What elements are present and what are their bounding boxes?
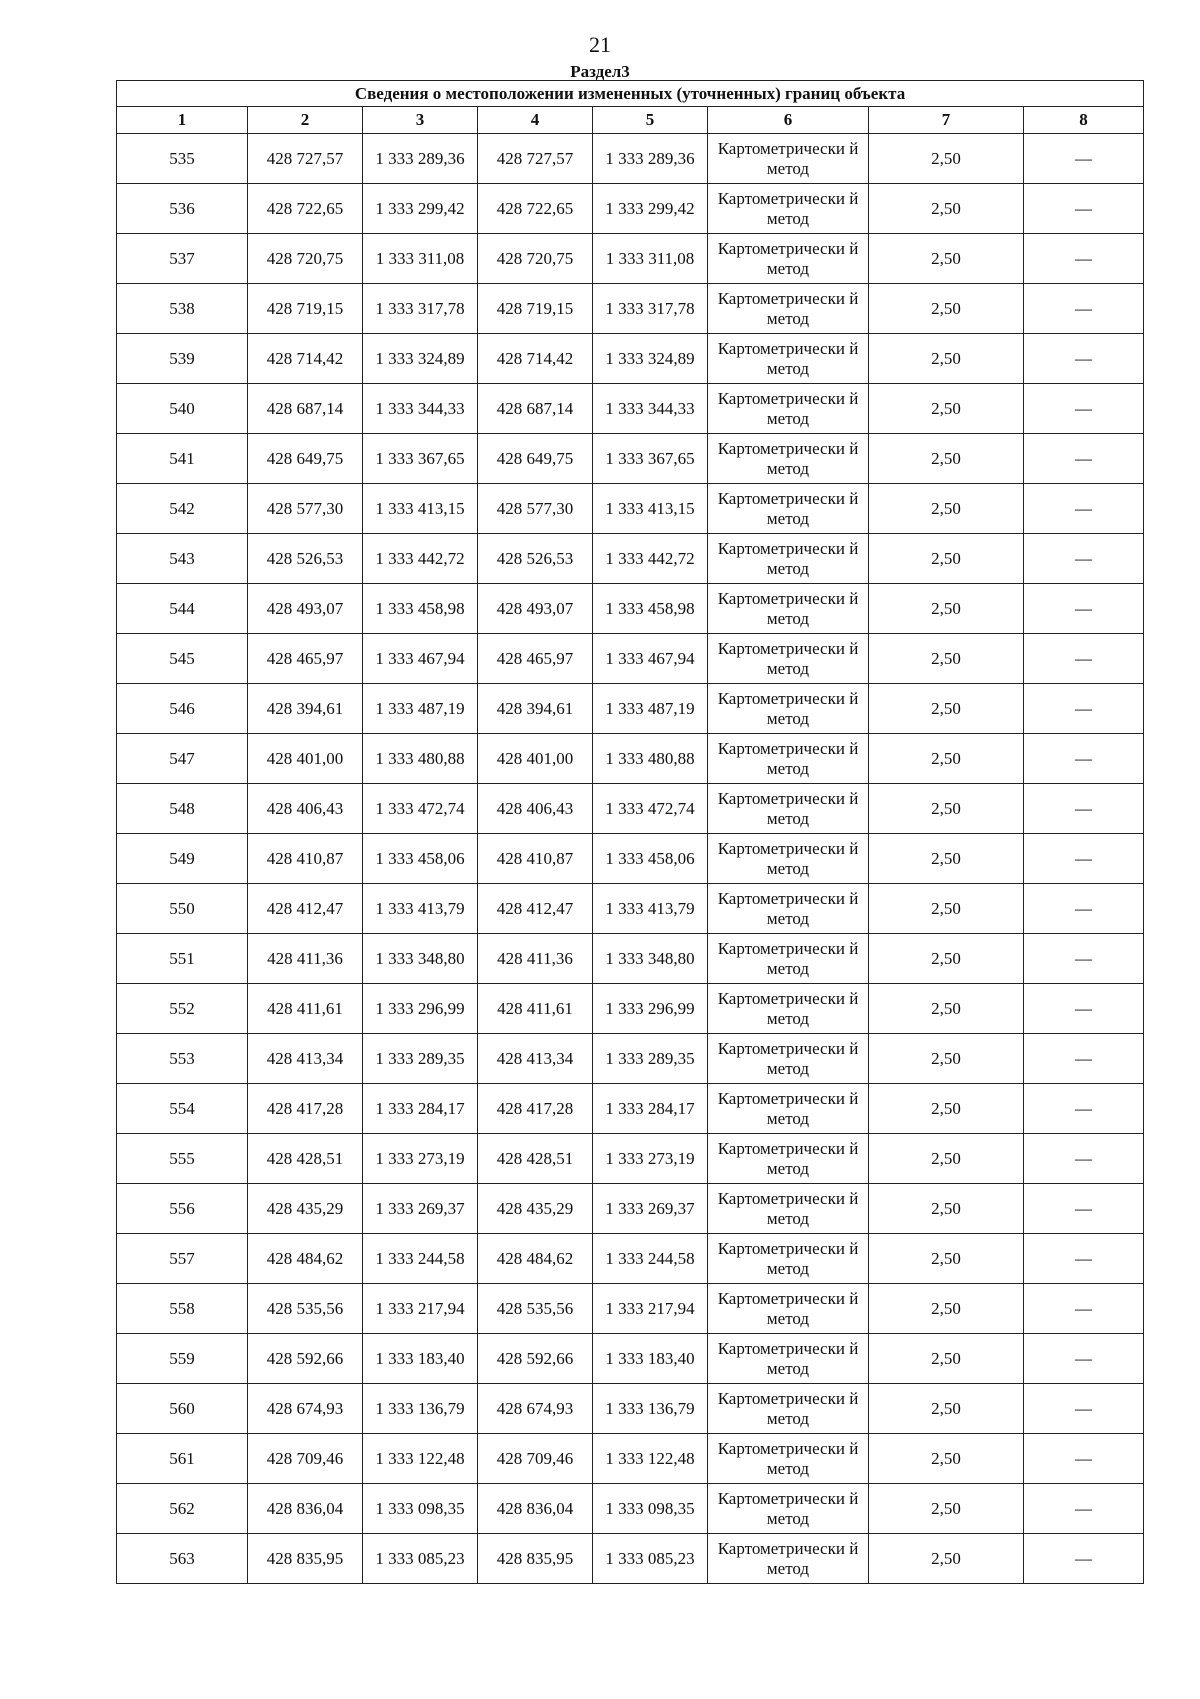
cell-y-old: 1 333 348,80 — [363, 934, 478, 984]
column-number-1: 1 — [117, 107, 248, 134]
cell-point-number: 537 — [117, 234, 248, 284]
cell-point-number: 552 — [117, 984, 248, 1034]
cell-y-new: 1 333 367,65 — [593, 434, 708, 484]
cell-note: — — [1024, 1184, 1144, 1234]
cell-y-new: 1 333 324,89 — [593, 334, 708, 384]
cell-x-new: 428 412,47 — [478, 884, 593, 934]
cell-accuracy: 2,50 — [869, 334, 1024, 384]
cell-accuracy: 2,50 — [869, 434, 1024, 484]
cell-x-new: 428 401,00 — [478, 734, 593, 784]
table-row — [117, 1084, 1144, 1134]
table-row — [117, 134, 1144, 184]
cell-x-old: 428 526,53 — [248, 534, 363, 584]
cell-method: Картометрически й метод — [708, 1334, 869, 1384]
table-row — [117, 1484, 1144, 1534]
cell-point-number: 548 — [117, 784, 248, 834]
cell-y-old: 1 333 467,94 — [363, 634, 478, 684]
cell-y-old: 1 333 458,06 — [363, 834, 478, 884]
cell-point-number: 547 — [117, 734, 248, 784]
cell-x-new: 428 428,51 — [478, 1134, 593, 1184]
cell-x-old: 428 719,15 — [248, 284, 363, 334]
table-caption: Сведения о местоположении измененных (уточненных) границ объекта — [117, 81, 1144, 107]
cell-point-number: 557 — [117, 1234, 248, 1284]
cell-x-old: 428 714,42 — [248, 334, 363, 384]
table-row — [117, 384, 1144, 434]
cell-accuracy: 2,50 — [869, 1134, 1024, 1184]
cell-x-old: 428 727,57 — [248, 134, 363, 184]
cell-note: — — [1024, 1134, 1144, 1184]
cell-x-new: 428 526,53 — [478, 534, 593, 584]
column-number-4: 4 — [478, 107, 593, 134]
cell-point-number: 545 — [117, 634, 248, 684]
cell-accuracy: 2,50 — [869, 584, 1024, 634]
cell-point-number: 551 — [117, 934, 248, 984]
page-number: 21 — [589, 32, 611, 57]
cell-note: — — [1024, 484, 1144, 534]
cell-x-old: 428 722,65 — [248, 184, 363, 234]
cell-point-number: 543 — [117, 534, 248, 584]
cell-accuracy: 2,50 — [869, 934, 1024, 984]
cell-point-number: 542 — [117, 484, 248, 534]
cell-y-new: 1 333 458,06 — [593, 834, 708, 884]
cell-method: Картометрически й метод — [708, 834, 869, 884]
cell-method: Картометрически й метод — [708, 534, 869, 584]
cell-y-old: 1 333 487,19 — [363, 684, 478, 734]
cell-note: — — [1024, 734, 1144, 784]
cell-x-new: 428 709,46 — [478, 1434, 593, 1484]
cell-accuracy: 2,50 — [869, 134, 1024, 184]
cell-method: Картометрически й метод — [708, 1534, 869, 1584]
cell-point-number: 535 — [117, 134, 248, 184]
cell-method: Картометрически й метод — [708, 584, 869, 634]
cell-x-new: 428 465,97 — [478, 634, 593, 684]
cell-note: — — [1024, 1284, 1144, 1334]
cell-point-number: 538 — [117, 284, 248, 334]
cell-y-old: 1 333 458,98 — [363, 584, 478, 634]
cell-y-new: 1 333 085,23 — [593, 1534, 708, 1584]
cell-x-new: 428 484,62 — [478, 1234, 593, 1284]
cell-accuracy: 2,50 — [869, 234, 1024, 284]
cell-x-old: 428 406,43 — [248, 784, 363, 834]
cell-x-old: 428 412,47 — [248, 884, 363, 934]
cell-x-old: 428 836,04 — [248, 1484, 363, 1534]
cell-point-number: 553 — [117, 1034, 248, 1084]
cell-x-old: 428 465,97 — [248, 634, 363, 684]
cell-y-old: 1 333 367,65 — [363, 434, 478, 484]
table-row — [117, 484, 1144, 534]
cell-method: Картометрически й метод — [708, 434, 869, 484]
cell-point-number: 539 — [117, 334, 248, 384]
table-row — [117, 1284, 1144, 1334]
cell-y-new: 1 333 413,15 — [593, 484, 708, 534]
cell-note: — — [1024, 384, 1144, 434]
cell-note: — — [1024, 234, 1144, 284]
cell-point-number: 536 — [117, 184, 248, 234]
cell-method: Картометрически й метод — [708, 784, 869, 834]
table-row — [117, 184, 1144, 234]
column-number-6: 6 — [708, 107, 869, 134]
cell-y-new: 1 333 299,42 — [593, 184, 708, 234]
cell-y-new: 1 333 472,74 — [593, 784, 708, 834]
cell-y-new: 1 333 136,79 — [593, 1384, 708, 1434]
cell-accuracy: 2,50 — [869, 284, 1024, 334]
cell-note: — — [1024, 334, 1144, 384]
cell-note: — — [1024, 884, 1144, 934]
table-row — [117, 1534, 1144, 1584]
table-row — [117, 784, 1144, 834]
table-row — [117, 984, 1144, 1034]
cell-y-new: 1 333 311,08 — [593, 234, 708, 284]
cell-y-new: 1 333 480,88 — [593, 734, 708, 784]
cell-x-new: 428 714,42 — [478, 334, 593, 384]
cell-y-new: 1 333 296,99 — [593, 984, 708, 1034]
cell-point-number: 549 — [117, 834, 248, 884]
cell-method: Картометрически й метод — [708, 684, 869, 734]
table-row — [117, 934, 1144, 984]
cell-accuracy: 2,50 — [869, 1434, 1024, 1484]
cell-y-new: 1 333 284,17 — [593, 1084, 708, 1134]
cell-y-new: 1 333 344,33 — [593, 384, 708, 434]
table-row — [117, 1434, 1144, 1484]
cell-x-old: 428 411,61 — [248, 984, 363, 1034]
table-row — [117, 434, 1144, 484]
cell-x-new: 428 720,75 — [478, 234, 593, 284]
cell-point-number: 558 — [117, 1284, 248, 1334]
cell-y-old: 1 333 324,89 — [363, 334, 478, 384]
cell-x-new: 428 406,43 — [478, 784, 593, 834]
cell-x-old: 428 674,93 — [248, 1384, 363, 1434]
cell-y-new: 1 333 348,80 — [593, 934, 708, 984]
cell-x-old: 428 535,56 — [248, 1284, 363, 1334]
cell-accuracy: 2,50 — [869, 1334, 1024, 1384]
table-row — [117, 734, 1144, 784]
cell-point-number: 546 — [117, 684, 248, 734]
cell-y-old: 1 333 122,48 — [363, 1434, 478, 1484]
section-title: Раздел3 — [570, 62, 630, 81]
cell-point-number: 563 — [117, 1534, 248, 1584]
cell-point-number: 544 — [117, 584, 248, 634]
table-row — [117, 884, 1144, 934]
cell-x-new: 428 413,34 — [478, 1034, 593, 1084]
table-row — [117, 284, 1144, 334]
table-row — [117, 834, 1144, 884]
cell-y-old: 1 333 413,79 — [363, 884, 478, 934]
cell-note: — — [1024, 1384, 1144, 1434]
cell-method: Картометрически й метод — [708, 1034, 869, 1084]
cell-y-old: 1 333 317,78 — [363, 284, 478, 334]
cell-y-old: 1 333 289,36 — [363, 134, 478, 184]
cell-y-new: 1 333 217,94 — [593, 1284, 708, 1334]
cell-method: Картометрически й метод — [708, 184, 869, 234]
cell-y-old: 1 333 273,19 — [363, 1134, 478, 1184]
cell-accuracy: 2,50 — [869, 1284, 1024, 1334]
cell-method: Картометрически й метод — [708, 984, 869, 1034]
cell-x-new: 428 719,15 — [478, 284, 593, 334]
cell-point-number: 555 — [117, 1134, 248, 1184]
cell-y-old: 1 333 183,40 — [363, 1334, 478, 1384]
table-row — [117, 534, 1144, 584]
cell-accuracy: 2,50 — [869, 984, 1024, 1034]
cell-x-old: 428 709,46 — [248, 1434, 363, 1484]
cell-accuracy: 2,50 — [869, 384, 1024, 434]
table-row — [117, 1234, 1144, 1284]
cell-point-number: 562 — [117, 1484, 248, 1534]
cell-x-new: 428 835,95 — [478, 1534, 593, 1584]
cell-x-new: 428 592,66 — [478, 1334, 593, 1384]
cell-method: Картометрически й метод — [708, 1184, 869, 1234]
column-number-8: 8 — [1024, 107, 1144, 134]
cell-y-old: 1 333 136,79 — [363, 1384, 478, 1434]
cell-method: Картометрически й метод — [708, 484, 869, 534]
cell-accuracy: 2,50 — [869, 784, 1024, 834]
cell-note: — — [1024, 584, 1144, 634]
cell-y-old: 1 333 085,23 — [363, 1534, 478, 1584]
cell-accuracy: 2,50 — [869, 834, 1024, 884]
cell-x-old: 428 649,75 — [248, 434, 363, 484]
cell-y-old: 1 333 344,33 — [363, 384, 478, 434]
cell-note: — — [1024, 1034, 1144, 1084]
cell-y-new: 1 333 098,35 — [593, 1484, 708, 1534]
cell-accuracy: 2,50 — [869, 184, 1024, 234]
boundary-coordinates-table — [116, 80, 1144, 1584]
cell-accuracy: 2,50 — [869, 634, 1024, 684]
cell-note: — — [1024, 834, 1144, 884]
column-number-5: 5 — [593, 107, 708, 134]
cell-x-old: 428 417,28 — [248, 1084, 363, 1134]
table-row — [117, 684, 1144, 734]
cell-x-new: 428 674,93 — [478, 1384, 593, 1434]
cell-x-old: 428 435,29 — [248, 1184, 363, 1234]
cell-y-old: 1 333 289,35 — [363, 1034, 478, 1084]
cell-note: — — [1024, 1484, 1144, 1534]
cell-point-number: 554 — [117, 1084, 248, 1134]
column-number-3: 3 — [363, 107, 478, 134]
cell-x-new: 428 535,56 — [478, 1284, 593, 1334]
table-row — [117, 1334, 1144, 1384]
column-number-2: 2 — [248, 107, 363, 134]
cell-y-new: 1 333 487,19 — [593, 684, 708, 734]
table-row — [117, 334, 1144, 384]
cell-x-new: 428 649,75 — [478, 434, 593, 484]
cell-y-new: 1 333 413,79 — [593, 884, 708, 934]
cell-method: Картометрически й метод — [708, 1284, 869, 1334]
cell-note: — — [1024, 134, 1144, 184]
cell-accuracy: 2,50 — [869, 1484, 1024, 1534]
cell-method: Картометрически й метод — [708, 1484, 869, 1534]
cell-y-new: 1 333 183,40 — [593, 1334, 708, 1384]
cell-x-new: 428 394,61 — [478, 684, 593, 734]
cell-accuracy: 2,50 — [869, 534, 1024, 584]
cell-note: — — [1024, 1084, 1144, 1134]
cell-point-number: 556 — [117, 1184, 248, 1234]
cell-x-old: 428 493,07 — [248, 584, 363, 634]
cell-x-old: 428 410,87 — [248, 834, 363, 884]
table-row — [117, 1134, 1144, 1184]
cell-method: Картометрически й метод — [708, 1384, 869, 1434]
table-row — [117, 1034, 1144, 1084]
cell-note: — — [1024, 1234, 1144, 1284]
cell-point-number: 550 — [117, 884, 248, 934]
cell-x-old: 428 835,95 — [248, 1534, 363, 1584]
cell-y-new: 1 333 442,72 — [593, 534, 708, 584]
cell-accuracy: 2,50 — [869, 1034, 1024, 1084]
cell-x-old: 428 687,14 — [248, 384, 363, 434]
cell-method: Картометрически й метод — [708, 334, 869, 384]
cell-note: — — [1024, 634, 1144, 684]
table-row — [117, 234, 1144, 284]
cell-method: Картометрически й метод — [708, 1234, 869, 1284]
cell-y-old: 1 333 284,17 — [363, 1084, 478, 1134]
cell-y-old: 1 333 098,35 — [363, 1484, 478, 1534]
cell-note: — — [1024, 434, 1144, 484]
cell-x-old: 428 592,66 — [248, 1334, 363, 1384]
cell-x-old: 428 413,34 — [248, 1034, 363, 1084]
cell-note: — — [1024, 934, 1144, 984]
cell-point-number: 559 — [117, 1334, 248, 1384]
cell-method: Картометрически й метод — [708, 384, 869, 434]
cell-y-old: 1 333 244,58 — [363, 1234, 478, 1284]
cell-accuracy: 2,50 — [869, 1534, 1024, 1584]
cell-y-old: 1 333 311,08 — [363, 234, 478, 284]
cell-x-new: 428 493,07 — [478, 584, 593, 634]
cell-note: — — [1024, 534, 1144, 584]
cell-x-new: 428 687,14 — [478, 384, 593, 434]
column-number-7: 7 — [869, 107, 1024, 134]
cell-accuracy: 2,50 — [869, 484, 1024, 534]
cell-x-old: 428 577,30 — [248, 484, 363, 534]
cell-y-new: 1 333 289,36 — [593, 134, 708, 184]
cell-y-old: 1 333 413,15 — [363, 484, 478, 534]
cell-method: Картометрически й метод — [708, 1134, 869, 1184]
cell-note: — — [1024, 184, 1144, 234]
cell-method: Картометрически й метод — [708, 234, 869, 284]
cell-point-number: 541 — [117, 434, 248, 484]
table-row — [117, 1384, 1144, 1434]
cell-y-old: 1 333 217,94 — [363, 1284, 478, 1334]
cell-y-old: 1 333 442,72 — [363, 534, 478, 584]
cell-y-old: 1 333 480,88 — [363, 734, 478, 784]
cell-point-number: 540 — [117, 384, 248, 434]
column-number-row — [117, 107, 1144, 134]
cell-point-number: 560 — [117, 1384, 248, 1434]
cell-accuracy: 2,50 — [869, 884, 1024, 934]
cell-y-new: 1 333 289,35 — [593, 1034, 708, 1084]
cell-y-new: 1 333 458,98 — [593, 584, 708, 634]
cell-x-old: 428 394,61 — [248, 684, 363, 734]
cell-x-old: 428 401,00 — [248, 734, 363, 784]
cell-note: — — [1024, 984, 1144, 1034]
cell-note: — — [1024, 1434, 1144, 1484]
cell-method: Картометрически й метод — [708, 134, 869, 184]
cell-y-old: 1 333 296,99 — [363, 984, 478, 1034]
cell-x-old: 428 411,36 — [248, 934, 363, 984]
cell-x-new: 428 577,30 — [478, 484, 593, 534]
cell-method: Картометрически й метод — [708, 734, 869, 784]
cell-y-old: 1 333 269,37 — [363, 1184, 478, 1234]
cell-x-new: 428 411,36 — [478, 934, 593, 984]
cell-x-new: 428 410,87 — [478, 834, 593, 884]
cell-method: Картометрически й метод — [708, 884, 869, 934]
cell-x-new: 428 727,57 — [478, 134, 593, 184]
cell-y-old: 1 333 472,74 — [363, 784, 478, 834]
table-row — [117, 584, 1144, 634]
cell-y-new: 1 333 269,37 — [593, 1184, 708, 1234]
cell-y-new: 1 333 244,58 — [593, 1234, 708, 1284]
cell-accuracy: 2,50 — [869, 1084, 1024, 1134]
cell-note: — — [1024, 684, 1144, 734]
cell-x-old: 428 428,51 — [248, 1134, 363, 1184]
cell-method: Картометрически й метод — [708, 634, 869, 684]
cell-accuracy: 2,50 — [869, 1384, 1024, 1434]
cell-y-new: 1 333 467,94 — [593, 634, 708, 684]
cell-method: Картометрически й метод — [708, 284, 869, 334]
cell-note: — — [1024, 784, 1144, 834]
cell-accuracy: 2,50 — [869, 684, 1024, 734]
cell-point-number: 561 — [117, 1434, 248, 1484]
cell-x-new: 428 722,65 — [478, 184, 593, 234]
cell-note: — — [1024, 1534, 1144, 1584]
cell-y-new: 1 333 273,19 — [593, 1134, 708, 1184]
cell-method: Картометрически й метод — [708, 934, 869, 984]
cell-note: — — [1024, 1334, 1144, 1384]
cell-x-new: 428 435,29 — [478, 1184, 593, 1234]
cell-y-new: 1 333 317,78 — [593, 284, 708, 334]
cell-x-new: 428 411,61 — [478, 984, 593, 1034]
cell-accuracy: 2,50 — [869, 1234, 1024, 1284]
cell-accuracy: 2,50 — [869, 1184, 1024, 1234]
cell-x-old: 428 720,75 — [248, 234, 363, 284]
cell-method: Картометрически й метод — [708, 1084, 869, 1134]
cell-x-new: 428 417,28 — [478, 1084, 593, 1134]
cell-x-old: 428 484,62 — [248, 1234, 363, 1284]
cell-y-new: 1 333 122,48 — [593, 1434, 708, 1484]
table-row — [117, 1184, 1144, 1234]
cell-x-new: 428 836,04 — [478, 1484, 593, 1534]
cell-y-old: 1 333 299,42 — [363, 184, 478, 234]
cell-accuracy: 2,50 — [869, 734, 1024, 784]
cell-method: Картометрически й метод — [708, 1434, 869, 1484]
table-body — [117, 134, 1144, 1584]
table-row — [117, 634, 1144, 684]
cell-note: — — [1024, 284, 1144, 334]
